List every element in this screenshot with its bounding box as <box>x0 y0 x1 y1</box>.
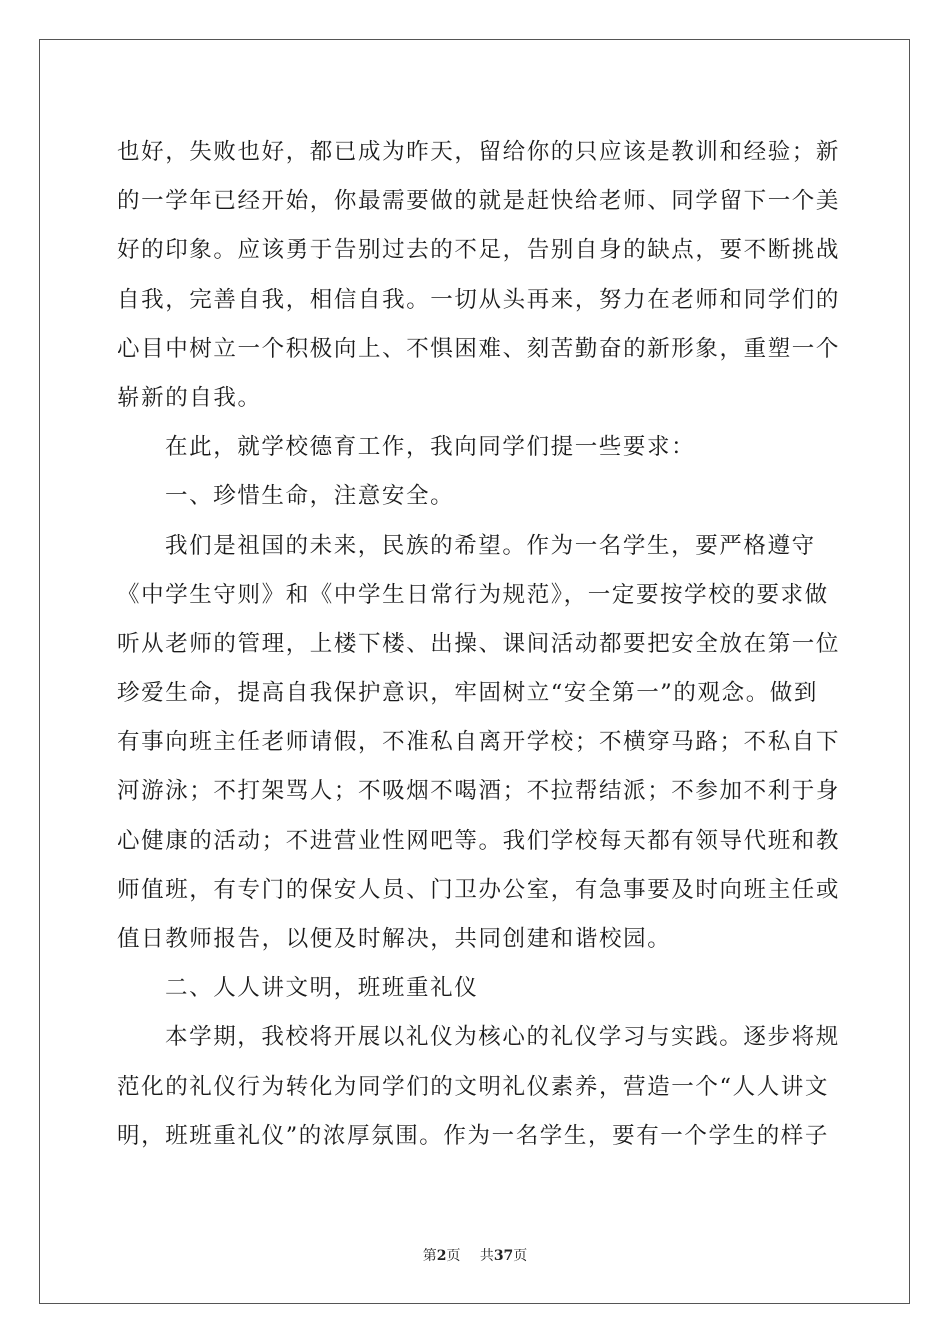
text-line: 我们是祖国的未来，民族的希望。作为一名学生，要严格遵守 <box>165 532 816 559</box>
total-pages: 37 <box>493 1248 514 1264</box>
total-suffix: 页 <box>513 1248 528 1264</box>
text-line: 明，班班重礼仪”的浓厚氛围。作为一名学生，要有一个学生的样子 <box>117 1122 830 1149</box>
text-line: 心目中树立一个积极向上、不惧困难、刻苦勤奋的新形象，重塑一个 <box>117 335 841 362</box>
text-line: 自我，完善自我，相信自我。一切从头再来，努力在老师和同学们的 <box>117 286 841 313</box>
document-body <box>117 128 841 1161</box>
text-line: 好的印象。应该勇于告别过去的不足，告别自身的缺点，要不断挑战 <box>117 237 841 264</box>
page-prefix: 第 <box>422 1248 437 1264</box>
section-heading: 二、人人讲文明，班班重礼仪 <box>165 975 479 1002</box>
text-line: 的一学年已经开始，你最需要做的就是赶快给老师、同学留下一个美 <box>117 188 841 215</box>
text-line: 珍爱生命，提高自我保护意识，牢固树立“安全第一”的观念。做到 <box>117 680 819 707</box>
text-line: 心健康的活动；不进营业性网吧等。我们学校每天都有领导代班和教 <box>117 827 841 854</box>
text-line: 值日教师报告，以便及时解决，共同创建和谐校园。 <box>117 926 672 952</box>
text-line: 本学期，我校将开展以礼仪为核心的礼仪学习与实践。逐步将规 <box>165 1024 840 1051</box>
total-prefix: 共 <box>479 1248 494 1264</box>
text-line: 《中学生守则》和《中学生日常行为规范》，一定要按学校的要求做 <box>117 581 829 608</box>
text-line: 范化的礼仪行为转化为同学们的文明礼仪素养，营造一个“人人讲文 <box>117 1073 830 1100</box>
text-line: 有事向班主任老师请假，不准私自离开学校；不横穿马路；不私自下 <box>117 729 841 756</box>
text-line: 河游泳；不打架骂人；不吸烟不喝酒；不拉帮结派；不参加不利于身 <box>117 778 841 805</box>
text-line: 听从老师的管理，上楼下楼、出操、课间活动都要把安全放在第一位 <box>117 630 841 657</box>
page-suffix: 页 <box>446 1248 461 1264</box>
page-footer <box>0 1245 950 1265</box>
text-line: 在此，就学校德育工作，我向同学们提一些要求： <box>165 434 696 461</box>
text-line: 崭新的自我。 <box>117 384 262 411</box>
page-number: 2 <box>436 1248 447 1264</box>
section-heading: 一、珍惜生命，注意安全。 <box>165 483 455 510</box>
text-line: 师值班，有专门的保安人员、门卫办公室，有急事要及时向班主任或 <box>117 876 841 903</box>
text-line: 也好，失败也好，都已成为昨天，留给你的只应该是教训和经验；新 <box>117 139 841 165</box>
